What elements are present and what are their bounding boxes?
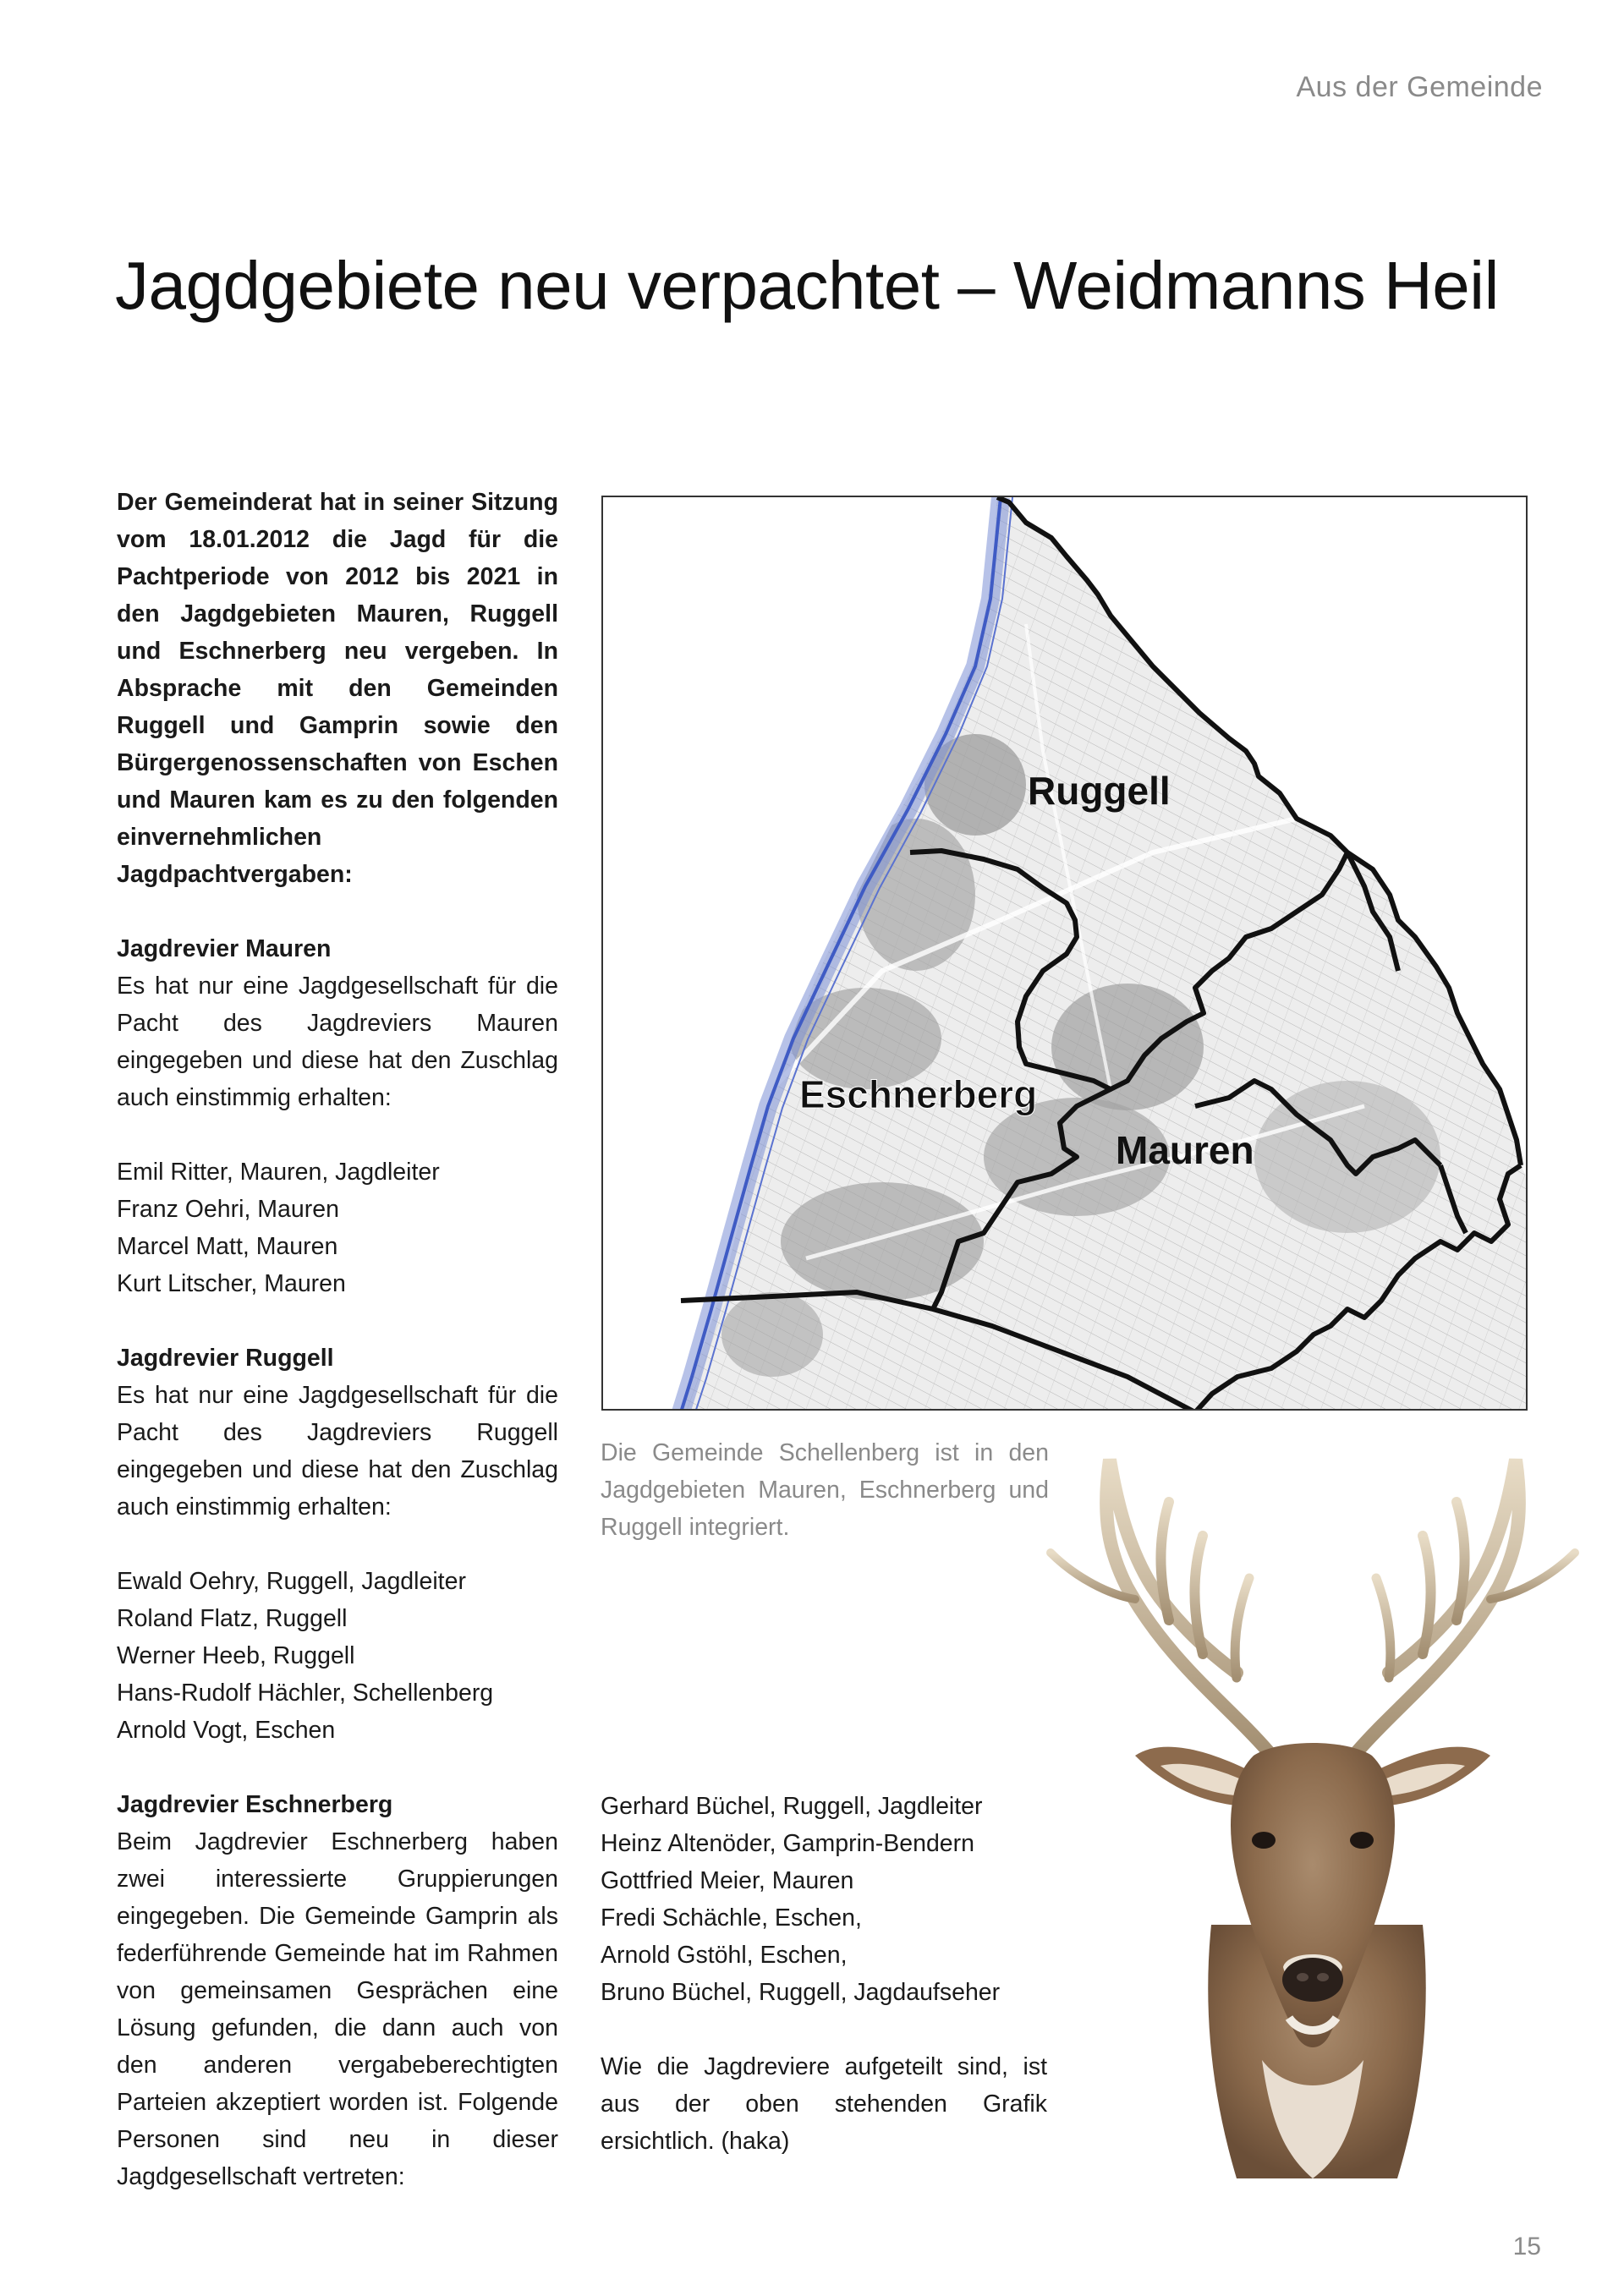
list-item: Roland Flatz, Ruggell bbox=[117, 1605, 348, 1632]
map-label-ruggell: Ruggell bbox=[1028, 769, 1171, 813]
map-caption: Die Gemeinde Schellenberg ist in den Jagdgebieten Mauren, Eschnerberg und Ruggell integriert. bbox=[601, 1439, 1049, 1541]
list-item: Franz Oehri, Mauren bbox=[117, 1196, 339, 1223]
list-item: Kurt Litscher, Mauren bbox=[117, 1270, 346, 1297]
page-title: Jagdgebiete neu verpachtet – Weidmanns Heil bbox=[115, 248, 1499, 323]
heading-mauren: Jagdrevier Mauren bbox=[117, 935, 332, 962]
list-item: Ewald Oehry, Ruggell, Jagdleiter bbox=[117, 1568, 466, 1595]
closing-paragraph: Wie die Jagdreviere aufgeteilt sind, ist aus der oben stehenden Grafik ersichtlich. (haka) bbox=[601, 2053, 1047, 2155]
article-column-middle bbox=[601, 1788, 1047, 2160]
text-eschnerberg: Beim Jagdrevier Eschnerberg haben zwei interessierte Gruppierungen eingegeben. Die Gemeinde Gamprin als federführende Gemeinde hat im Rahmen von gemeinsamen Gesprächen eine Lösung gefunden, die dann auch von den anderen vergabeberechtigten Parteien akzeptiert worden ist. Folgende Personen sind neu in dieser Jagdgesellschaft vertreten: bbox=[117, 1828, 558, 2190]
deer-head-icon bbox=[1042, 1451, 1583, 2195]
list-item: Bruno Büchel, Ruggell, Jagdaufseher bbox=[601, 1979, 1001, 2006]
text-mauren: Es hat nur eine Jagdgesellschaft für die Pacht des Jagdreviers Mauren eingegeben und diese hat den Zuschlag auch einstimmig erhalten: bbox=[117, 973, 558, 1111]
list-item: Arnold Gstöhl, Eschen, bbox=[601, 1942, 848, 1969]
heading-ruggell: Jagdrevier Ruggell bbox=[117, 1345, 334, 1372]
members-eschnerberg bbox=[601, 1788, 1047, 2011]
heading-eschnerberg: Jagdrevier Eschnerberg bbox=[117, 1791, 393, 1818]
map-graphic bbox=[603, 497, 1528, 1411]
list-item: Emil Ritter, Mauren, Jagdleiter bbox=[117, 1159, 440, 1186]
members-ruggell bbox=[117, 1563, 558, 1749]
list-item: Werner Heeb, Ruggell bbox=[117, 1642, 355, 1669]
list-item: Gerhard Büchel, Ruggell, Jagdleiter bbox=[601, 1793, 983, 1820]
map-label-eschnerberg: Eschnerberg bbox=[799, 1072, 1038, 1116]
list-item: Fredi Schächle, Eschen, bbox=[601, 1904, 862, 1932]
list-item: Heinz Altenöder, Gamprin-Bendern bbox=[601, 1830, 975, 1857]
section-label: Aus der Gemeinde bbox=[1296, 71, 1543, 103]
members-mauren bbox=[117, 1153, 558, 1302]
article-column-left bbox=[117, 484, 558, 2195]
list-item: Hans-Rudolf Hächler, Schellenberg bbox=[117, 1680, 494, 1707]
list-item: Gottfried Meier, Mauren bbox=[601, 1867, 854, 1894]
lead-paragraph: Der Gemeinderat hat in seiner Sitzung vom 18.01.2012 die Jagd für die Pachtperiode von 2012 bis 2021 in den Jagdgebieten Mauren, Ruggell und Eschnerberg neu vergeben. In Absprache mit den Gemeinden Ruggell und Gamprin sowie den Bürgergenossenschaften von Eschen und Mauren kam es zu den folgenden einvernehmlichen Jagdpachtvergaben: bbox=[117, 489, 558, 888]
map-label-mauren: Mauren bbox=[1116, 1128, 1254, 1172]
list-item: Marcel Matt, Mauren bbox=[117, 1233, 338, 1260]
list-item: Arnold Vogt, Eschen bbox=[117, 1717, 336, 1744]
hunting-area-map bbox=[601, 496, 1528, 1411]
page-number: 15 bbox=[1512, 2233, 1541, 2260]
text-ruggell: Es hat nur eine Jagdgesellschaft für die Pacht des Jagdreviers Ruggell eingegeben und diese hat den Zuschlag auch einstimmig erhalten: bbox=[117, 1382, 558, 1521]
